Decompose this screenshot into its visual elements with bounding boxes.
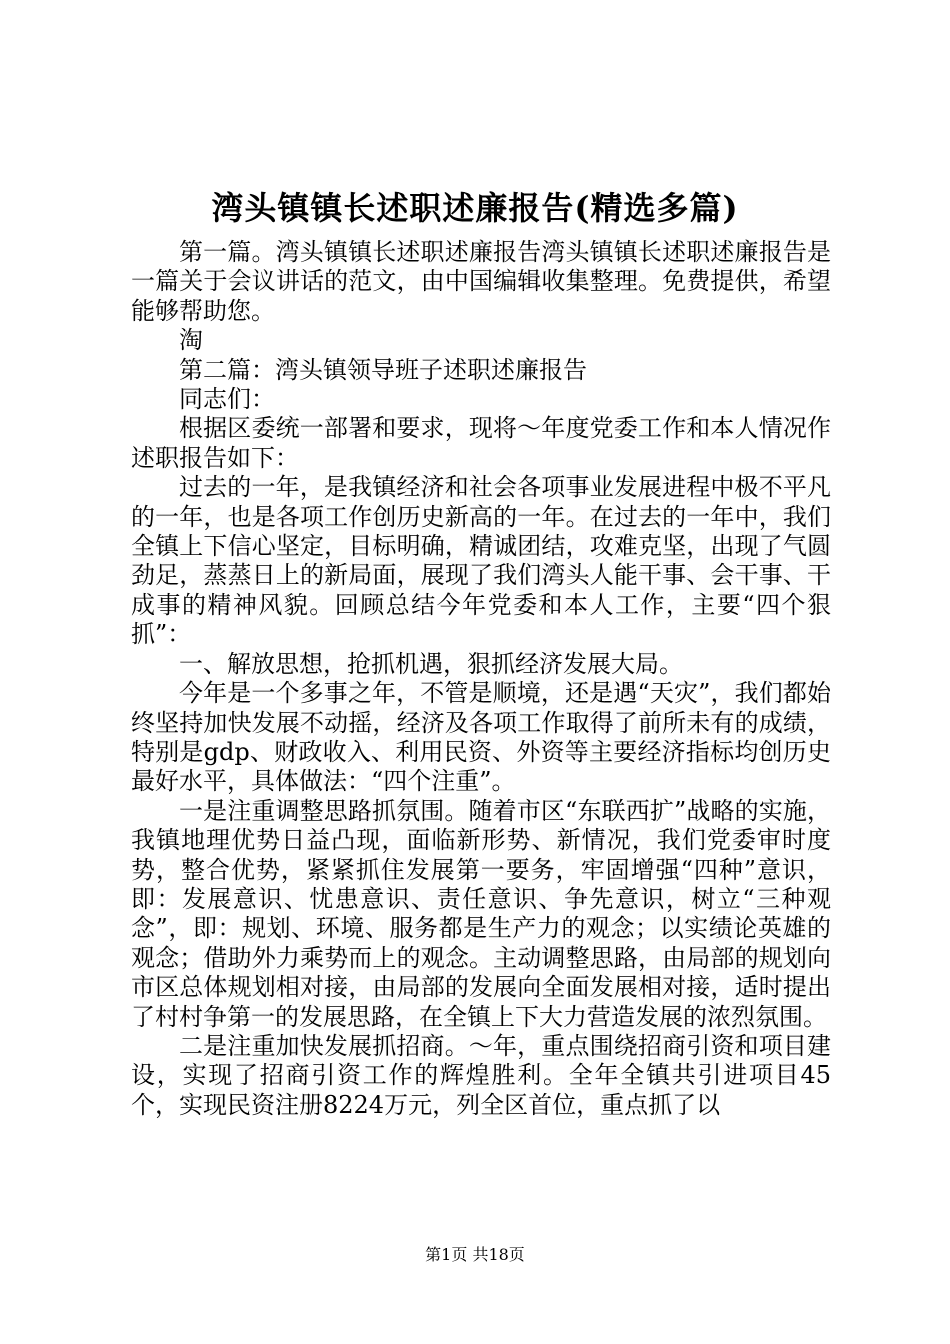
paragraph: 一、解放思想，抢抓机遇，狠抓经济发展大局。	[179, 649, 683, 678]
paragraph: 淘	[179, 326, 203, 355]
paragraph: 今年是一个多事之年，不管是顺境，还是遇“天灾”，我们都始终坚持加快发展不动摇，经济及各项工作取得了前所未有的成绩，特别是gdp、财政收入、利用民资、外资等主要经济指标均创历史最好水平，具体做法：“四个注重”。	[131, 679, 831, 796]
paragraph: 第一篇。湾头镇镇长述职述廉报告湾头镇镇长述职述廉报告是一篇关于会议讲话的范文，由中国编辑收集整理。免费提供，希望能够帮助您。	[131, 238, 831, 325]
paragraph: 根据区委统一部署和要求，现将～年度党委工作和本人情况作述职报告如下：	[131, 414, 831, 472]
document-body	[131, 238, 831, 1120]
paragraph: 同志们：	[179, 385, 275, 414]
paragraph: 二是注重加快发展抓招商。～年，重点围绕招商引资和项目建设，实现了招商引资工作的辉煌胜利。全年全镇共引进项目45个，实现民资注册8224万元，列全区首位，重点抓了以	[131, 1031, 831, 1119]
page-footer: 第1页 共18页	[425, 1245, 525, 1264]
paragraph: 过去的一年，是我镇经济和社会各项事业发展进程中极不平凡的一年，也是各项工作创历史新高的一年。在过去的一年中，我们全镇上下信心坚定，目标明确，精诚团结，攻难克坚，出现了气圆劲足，蒸蒸日上的新局面，展现了我们湾头人能干事、会干事、干成事的精神风貌。回顾总结今年党委和本人工作，主要“四个狠抓”：	[131, 473, 831, 649]
paragraph: 第二篇：湾头镇领导班子述职述廉报告	[179, 355, 587, 384]
document-title: 湾头镇镇长述职述廉报告(精选多篇)	[211, 189, 739, 227]
paragraph: 一是注重调整思路抓氛围。随着市区“东联西扩”战略的实施，我镇地理优势日益凸现，面临新形势、新情况，我们党委审时度势，整合优势，紧紧抓住发展第一要务，牢固增强“四种”意识，即：发展意识、忧患意识、责任意识、争先意识，树立“三种观念”，即：规划、环境、服务都是生产力的观念；以实绩论英雄的观念；借助外力乘势而上的观念。主动调整思路，由局部的规划向市区总体规划相对接，由局部的发展向全面发展相对接，适时提出了村村争第一的发展思路，在全镇上下大力营造发展的浓烈氛围。	[131, 796, 831, 1031]
